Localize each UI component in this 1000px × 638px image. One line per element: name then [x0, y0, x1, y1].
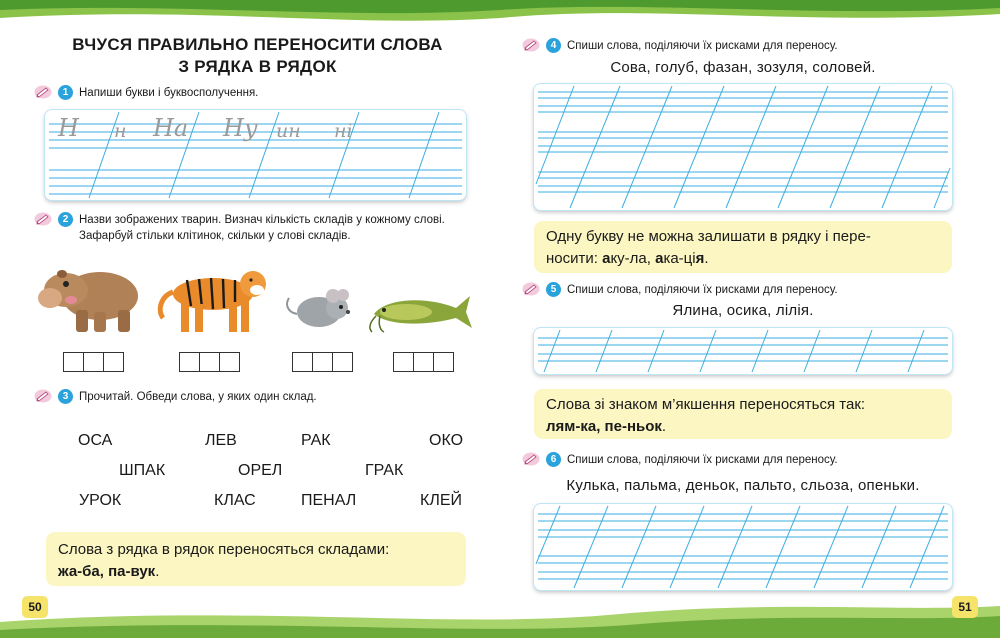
bottom-decor-band: [0, 596, 1000, 638]
writing-frame-task-6[interactable]: [534, 504, 952, 590]
word-item[interactable]: ОКО: [429, 432, 464, 449]
pencil-hand-icon: [34, 389, 52, 403]
page-number-right: 51: [952, 596, 978, 618]
rule-line-1: Слова зі знаком м’якшення переносяться так:: [546, 396, 866, 413]
rule-note-soft-sign: [534, 389, 952, 439]
trace-letter: ин: [276, 120, 301, 142]
syllable-cell[interactable]: [333, 353, 352, 371]
syllable-boxes[interactable]: [393, 352, 454, 372]
rule-note-single-letter: [534, 221, 952, 273]
syllable-cell[interactable]: [313, 353, 333, 371]
rule-example-bold: а: [602, 250, 611, 267]
trace-letter: н: [114, 120, 127, 142]
word-item[interactable]: КЛАС: [214, 492, 256, 509]
rule-text: Слова з рядка в рядок переносяться складами:: [58, 541, 390, 558]
task-number-badge: 3: [58, 389, 73, 404]
task-4-instruction: Спиши слова, поділяючи їх рисками для переносу.: [567, 40, 838, 52]
syllable-cell[interactable]: [434, 353, 453, 371]
rule-end: .: [661, 418, 667, 435]
task-1-instruction: Напиши букви і буквосполучення.: [79, 87, 259, 99]
pencil-hand-icon: [522, 452, 540, 466]
rule-example-bold: а: [655, 250, 664, 267]
word-item[interactable]: ПЕНАЛ: [301, 492, 357, 509]
word-item[interactable]: КЛЕЙ: [420, 492, 462, 509]
task-number-badge: 1: [58, 85, 73, 100]
word-item[interactable]: ОРЕЛ: [238, 462, 283, 479]
title-line-1: ВЧУСЯ ПРАВИЛЬНО ПЕРЕНОСИТИ СЛОВА: [72, 35, 443, 54]
rule-example-rest: ка-ці: [663, 250, 696, 267]
task-2-instruction: [79, 212, 445, 244]
word-item[interactable]: РАК: [301, 432, 331, 449]
word-item[interactable]: ГРАК: [365, 462, 404, 479]
title-line-2: З РЯДКА В РЯДОК: [178, 57, 337, 76]
task-5-instruction: Спиши слова, поділяючи їх рисками для переносу.: [567, 284, 838, 296]
word-item[interactable]: ЛЕВ: [205, 432, 237, 449]
word-item[interactable]: УРОК: [79, 492, 122, 509]
task-3-header: [34, 389, 317, 405]
rule-example-bold: я: [695, 250, 705, 267]
task-number-badge: 4: [546, 38, 561, 53]
trace-letter: ні: [334, 120, 353, 142]
pencil-hand-icon: [34, 85, 52, 99]
syllable-cell[interactable]: [84, 353, 104, 371]
rule-end: .: [704, 250, 709, 267]
rule-examples: жа-ба, па-вук: [58, 563, 156, 580]
syllable-boxes[interactable]: [179, 352, 240, 372]
task-number-badge: 5: [546, 282, 561, 297]
task-4-header: [522, 38, 838, 54]
task-3-instruction: Прочитай. Обведи слова, у яких один склад.: [79, 391, 317, 403]
syllable-cell[interactable]: [104, 353, 123, 371]
task-number-badge: 6: [546, 452, 561, 467]
hippo-image: [36, 258, 142, 336]
word-item[interactable]: ОСА: [78, 432, 113, 449]
task-2-line-1: Назви зображених тварин. Визнач кількість складів у кожному слові.: [79, 214, 445, 226]
trace-letter: Н: [58, 114, 79, 142]
rule-example-rest: ку-ла,: [610, 250, 656, 267]
word-item[interactable]: ШПАК: [119, 462, 166, 479]
rule-end: .: [155, 563, 160, 580]
task-1-header: [34, 85, 258, 101]
tiger-image: [160, 271, 266, 332]
syllable-cell[interactable]: [200, 353, 220, 371]
writing-frame-task-5[interactable]: [534, 328, 952, 374]
tracing-letters: [58, 114, 388, 148]
syllable-cell[interactable]: [394, 353, 414, 371]
top-decor-band: [0, 0, 1000, 30]
syllable-cell[interactable]: [180, 353, 200, 371]
trace-letter: На: [153, 114, 189, 142]
syllable-cell[interactable]: [414, 353, 434, 371]
task-2-line-2: Зафарбуй стільки клітинок, скільки у слові складів.: [79, 230, 351, 242]
syllable-cell[interactable]: [220, 353, 239, 371]
pencil-hand-icon: [522, 38, 540, 52]
trace-letter: Ну: [223, 114, 258, 142]
writing-frame-task-4[interactable]: [534, 84, 952, 210]
task-6-words: Кулька, пальма, деньок, пальто, сльоза, опеньки.: [566, 477, 920, 494]
task-6-instruction: Спиши слова, поділяючи їх рисками для переносу.: [567, 454, 838, 466]
syllable-cell[interactable]: [293, 353, 313, 371]
task-5-words: Ялина, осика, лілія.: [672, 302, 814, 319]
syllable-cell[interactable]: [64, 353, 84, 371]
page-title: [40, 34, 475, 78]
pencil-hand-icon: [34, 212, 52, 226]
task-2-header: [34, 212, 445, 244]
catfish-image: [366, 286, 476, 336]
syllable-boxes[interactable]: [63, 352, 124, 372]
task-4-words: Сова, голуб, фазан, зозуля, соловей.: [610, 59, 876, 76]
syllable-boxes[interactable]: [292, 352, 353, 372]
task-6-header: [522, 452, 838, 468]
rule-note-syllables: [46, 532, 466, 586]
task-number-badge: 2: [58, 212, 73, 227]
rule-line-2-start: носити:: [546, 250, 603, 267]
pencil-hand-icon: [522, 282, 540, 296]
mouse-image: [283, 286, 358, 334]
rule-line-1: Одну букву не можна залишати в рядку і пере-: [546, 228, 871, 245]
page-number-left: 50: [22, 596, 48, 618]
rule-examples: лям-ка, пе-ньок: [546, 418, 662, 435]
task-5-header: [522, 282, 838, 298]
